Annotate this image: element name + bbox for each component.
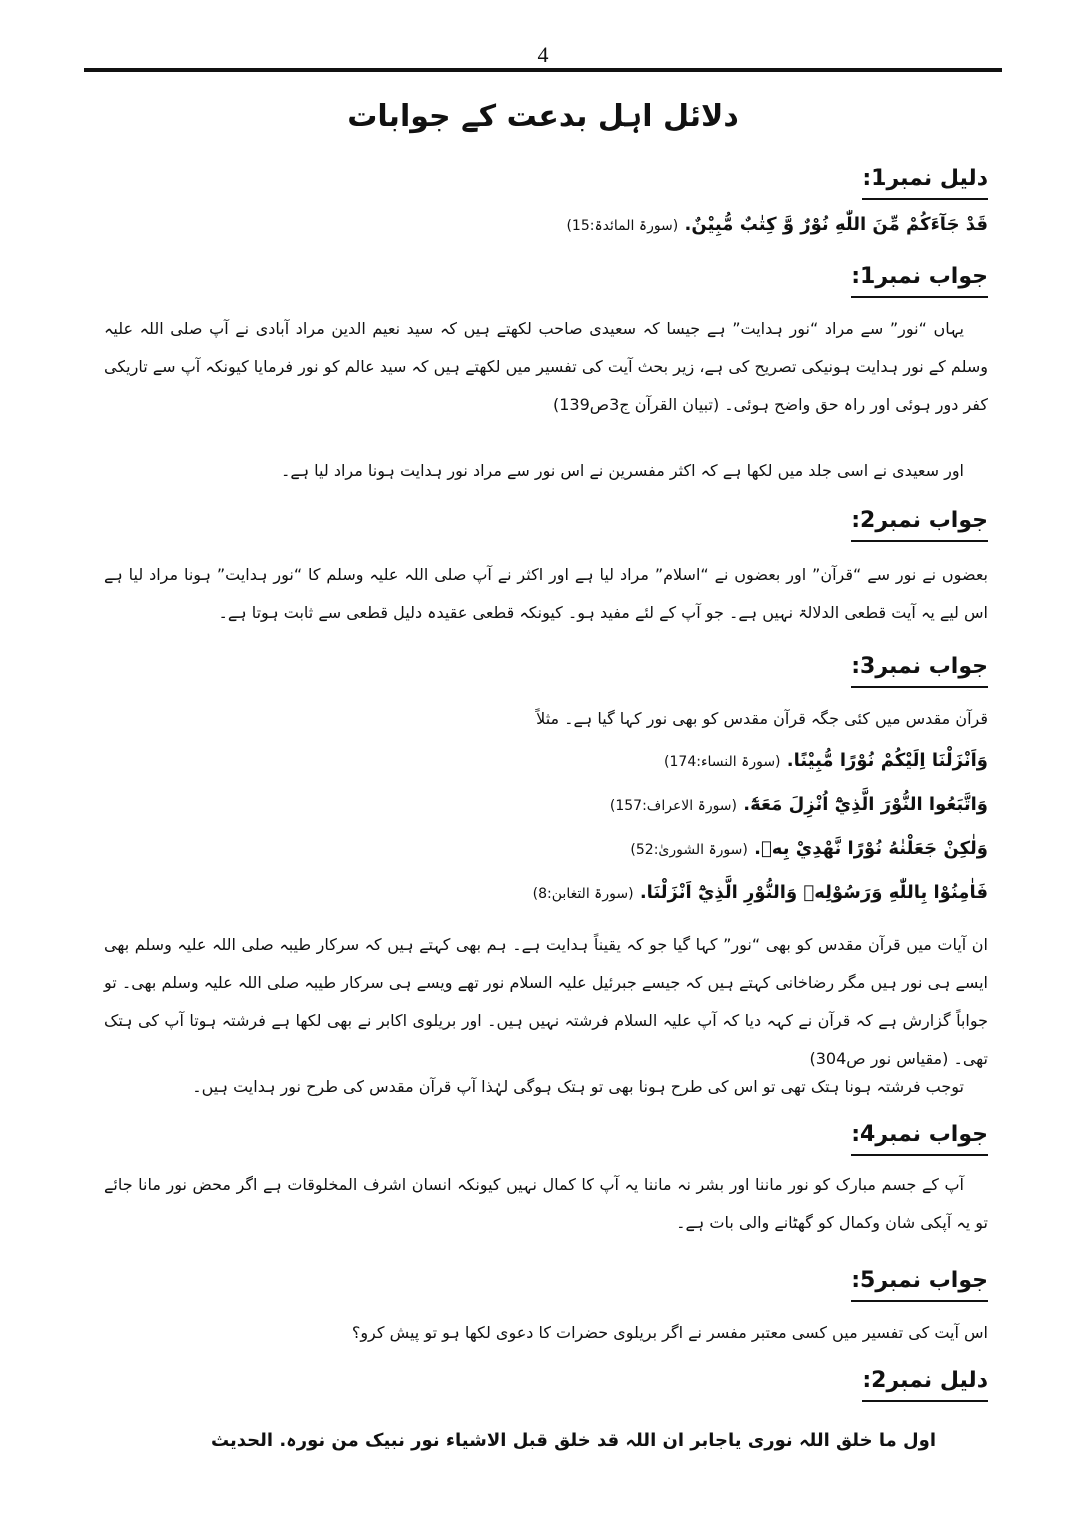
- jawab3-ayah-3-text: وَلٰكِنْ جَعَلْنٰهُ نُوْرًا نَّهْدِيْ بِهٖ.: [754, 838, 988, 859]
- jawab3-paragraph-2: توجب فرشتہ ہونا ہتک تھی تو اس کی طرح ہونا بھی تو ہتک ہوگی لہٰذا آپ قرآن مقدس کی طرح نور ہدایت ہیں۔: [192, 1077, 964, 1096]
- jawab3-ayah-3-ref: (سورۃ الشوریٰ:52): [630, 842, 748, 858]
- jawab3-ayah-1-ref: (سورۃ النساء:174): [664, 754, 781, 770]
- jawab1-paragraph-2: اور سعیدی نے اسی جلد میں لکھا ہے کہ اکثر مفسرین نے اس نور سے مراد نور ہدایت ہونا مراد لیا ہے۔: [280, 461, 964, 480]
- jawab4-paragraph: [104, 1166, 988, 1242]
- jawab3-ayah-4: [533, 880, 988, 907]
- daleel1-ayah: [566, 212, 988, 239]
- jawab3-intro: قرآن مقدس میں کئی جگہ قرآن مقدس کو بھی نور کہا گیا ہے۔ مثلاً: [536, 709, 988, 728]
- header-rule: [84, 68, 1002, 72]
- jawab3-ayah-4-text: فَاٰمِنُوْا بِاللّٰهِ وَرَسُوْلِهٖ وَالنُّوْرِ الَّذِيْٓ اَنْزَلْنَا.: [639, 882, 988, 903]
- jawab3-ayah-1-text: وَاَنْزَلْنَا اِلَيْكُمْ نُوْرًا مُّبِيْنًا.: [786, 750, 988, 771]
- jawab5-paragraph: اس آیت کی تفسیر میں کسی معتبر مفسر نے اگر بریلوی حضرات کا دعوی لکھا ہو تو پیش کرو؟: [351, 1323, 988, 1342]
- jawab4-heading: جواب نمبر4:: [851, 1120, 988, 1156]
- jawab3-heading: جواب نمبر3:: [851, 652, 988, 688]
- daleel2-hadith: اول ما خلق اللہ نوری یاجابر ان اللہ قد خلق قبل الاشیاء نور نبیک من نورہ. الحدیث: [210, 1430, 936, 1451]
- daleel2-heading: دلیل نمبر2:: [862, 1366, 988, 1402]
- page-number: 4: [537, 42, 549, 67]
- daleel1-ref: (سورۃ المائدۃ:15): [566, 218, 679, 234]
- jawab3-ayah-3: [630, 836, 988, 863]
- jawab2-heading: جواب نمبر2:: [851, 506, 988, 542]
- jawab1-paragraph-1-text: یہاں “نور” سے مراد “نور ہدایت” ہے جیسا کہ سعیدی صاحب لکھتے ہیں کہ سید نعیم الدین مراد آبادی نے آپ صلی اللہ علیہ وسلم کے نور ہدایت ہونیکی تصریح کی ہے، زیر بحث آیت کی تفسیر میں لکھتے ہیں کہ سید عالم کو نور فرمایا کیونکہ آپ سے تاریکی کفر دور ہوئی اور راہ حق واضح ہوئی۔ (تبیان القرآن ج3ص139): [104, 319, 988, 414]
- jawab4-paragraph-text: آپ کے جسم مبارک کو نور ماننا اور بشر نہ ماننا یہ آپ کا کمال نہیں کیونکہ انسان اشرف المخلوقات ہے اگر محض نور مانا جائے تو یہ آپکی شان وکمال کو گھٹانے والی بات ہے۔: [104, 1175, 988, 1232]
- page-title: دلائل اہل بدعت کے جوابات: [347, 99, 739, 134]
- jawab1-paragraph-1: [104, 310, 988, 424]
- jawab2-paragraph: بعضوں نے نور سے “قرآن” اور بعضوں نے “اسلام” مراد لیا ہے اور اکثر نے آپ صلی اللہ علیہ وسلم کا “نور ہدایت” ہونا مراد لیا ہے اس لیے یہ آیت قطعی الدلالۃ نہیں ہے۔ جو آپ کے لئے مفید ہو۔ کیونکہ قطعی عقیدہ دلیل قطعی سے ثابت ہوتا ہے۔: [104, 565, 988, 622]
- jawab3-ayah-1: [664, 748, 988, 775]
- daleel1-heading: دلیل نمبر1:: [862, 164, 988, 200]
- jawab3-ayah-2-text: وَاتَّبَعُوا النُّوْرَ الَّذِيْٓ اُنْزِلَ مَعَهٗٓ.: [743, 794, 988, 815]
- jawab3-paragraph-1: ان آیات میں قرآن مقدس کو بھی “نور” کہا گیا جو کہ یقیناً ہدایت ہے۔ ہم بھی کہتے ہیں کہ سرکار طیبہ صلی اللہ علیہ وسلم بھی ایسے ہی نور ہیں مگر رضاخانی کہتے ہیں کہ جیسے جبرئیل علیہ السلام نور تھے ویسے ہی سرکار طیبہ صلی اللہ علیہ وسلم بھی۔ تو جواباً گزارش ہے کہ قرآن نے کہہ دیا کہ آپ علیہ السلام فرشتہ نہیں ہیں۔ اور بریلوی اکابر نے بھی لکھا ہے فرشتہ ہوتا آپ کی ہتک تھی۔ (مقیاس نور ص304): [104, 935, 989, 1068]
- jawab1-heading: جواب نمبر1:: [851, 262, 988, 298]
- daleel1-ayah-text: قَدْ جَآءَكُمْ مِّنَ اللّٰهِ نُوْرٌ وَّ كِتٰبٌ مُّبِيْنٌ.: [684, 214, 988, 235]
- jawab3-ayah-4-ref: (سورۃ التغابن:8): [532, 886, 634, 902]
- jawab3-ayah-2-ref: (سورۃ الاعراف:157): [609, 798, 738, 814]
- jawab5-heading: جواب نمبر5:: [851, 1266, 988, 1302]
- jawab3-ayah-2: [610, 792, 988, 819]
